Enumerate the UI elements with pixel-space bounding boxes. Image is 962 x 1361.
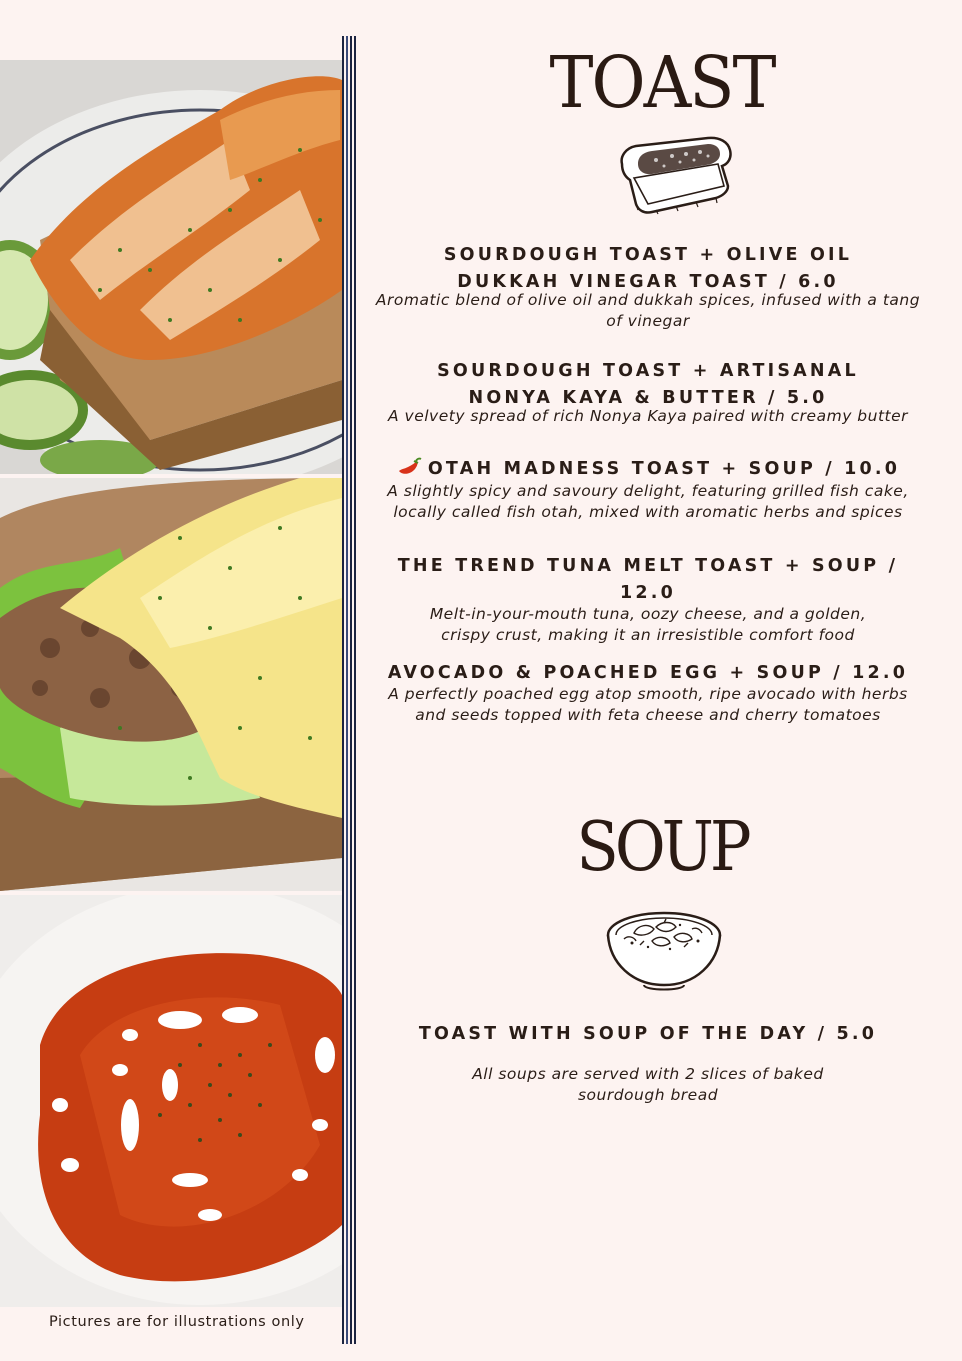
illustration-disclaimer: Pictures are for illustrations only <box>49 1314 305 1330</box>
item-name: AVOCADO & POACHED EGG + SOUP / 12.0 <box>387 663 909 683</box>
item-description: A perfectly poached egg atop smooth, ripe avocado with herbs and seeds topped with feta cheese and cherry tomatoes <box>388 685 908 724</box>
item-description: A velvety spread of rich Nonya Kaya paired with creamy butter <box>387 407 909 425</box>
soup-section-title: SOUP <box>576 806 748 887</box>
divider-line <box>346 36 348 1344</box>
divider-line <box>342 36 344 1344</box>
menu-item <box>370 456 926 522</box>
soup-serving-note <box>370 1064 926 1105</box>
divider-line <box>354 36 356 1344</box>
item-name: SOURDOUGH TOAST + OLIVE OIL DUKKAH VINEGAR TOAST / 6.0 <box>443 245 853 292</box>
tomato-soup-photo <box>0 895 342 1307</box>
chili-pepper-icon <box>396 457 422 477</box>
menu-item <box>370 358 926 427</box>
item-description: Aromatic blend of olive oil and dukkah spices, infused with a tang of vinegar <box>375 291 921 330</box>
soup-bowl-icon <box>604 907 724 993</box>
item-description: A slightly spicy and savoury delight, featuring grilled fish cake, locally called fish otah, mixed with aromatic herbs and spices <box>387 482 909 521</box>
menu-item <box>370 242 926 331</box>
menu-item <box>370 660 926 725</box>
item-name: OTAH MADNESS TOAST + SOUP / 10.0 <box>370 456 926 483</box>
toast-section-title: TOAST <box>549 40 775 125</box>
menu-item <box>370 1021 926 1048</box>
item-description: All soups are served with 2 slices of baked sourdough bread <box>472 1065 824 1104</box>
item-name: TOAST WITH SOUP OF THE DAY / 5.0 <box>418 1024 878 1044</box>
item-name: THE TREND TUNA MELT TOAST + SOUP / 12.0 <box>397 556 899 603</box>
item-description: Melt-in-your-mouth tuna, oozy cheese, and a golden, crispy crust, making it an irresistible comfort food <box>429 605 867 644</box>
menu-item <box>370 553 926 645</box>
item-name: SOURDOUGH TOAST + ARTISANAL NONYA KAYA & BUTTER / 5.0 <box>437 361 859 408</box>
toast-slice-icon <box>616 134 740 216</box>
tuna-melt-toast-photo <box>0 478 342 891</box>
spicy-fish-toast-photo <box>0 60 342 474</box>
divider-line <box>350 36 352 1344</box>
